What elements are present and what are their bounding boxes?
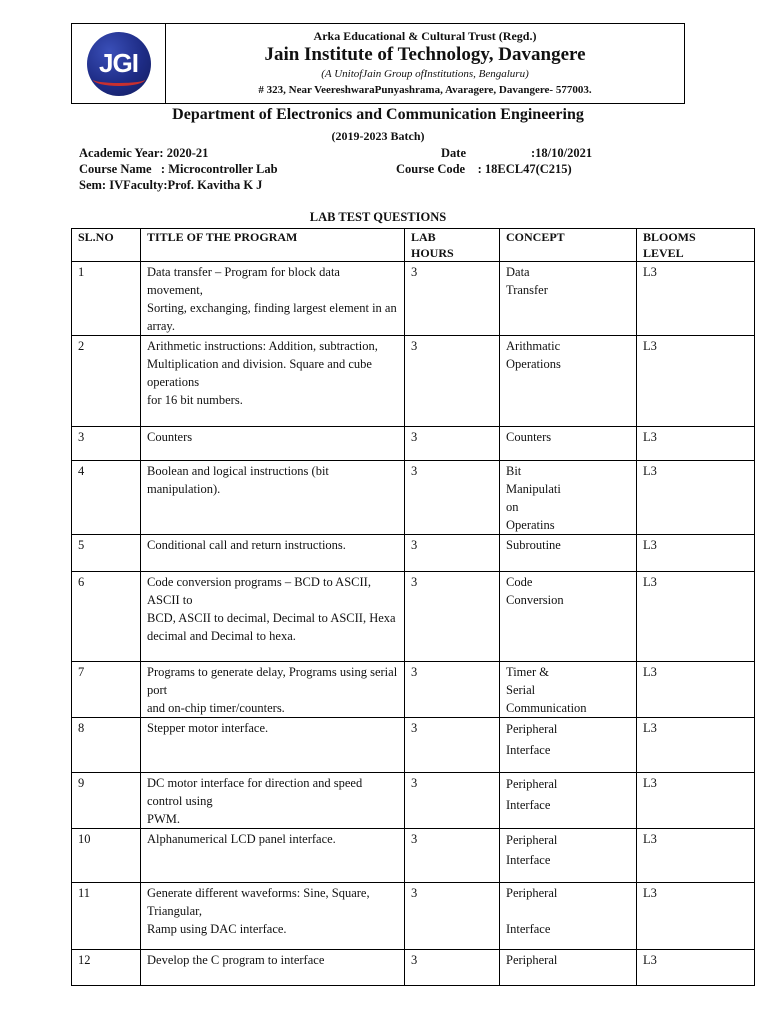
logo-text: JGI — [99, 48, 138, 78]
cell-level: L3 — [637, 950, 755, 986]
cell-concept: Peripheral Interface — [500, 829, 637, 883]
academic-year: Academic Year: 2020-21 — [79, 146, 209, 160]
cell-title: Arithmetic instructions: Addition, subtraction, Multiplication and division. Square and cube operations for 16 bit numbers. — [141, 336, 405, 427]
cell-title: Generate different waveforms: Sine, Square, Triangular, Ramp using DAC interface. — [141, 883, 405, 950]
cell-concept: Data Transfer — [500, 262, 637, 336]
sem-faculty: Sem: IVFaculty:Prof. Kavitha K J — [79, 178, 263, 192]
institute-header — [71, 23, 685, 104]
institute-unit: (A UnitofJain Group ofInstitutions, Bengaluru) — [321, 68, 529, 80]
table-row — [72, 572, 755, 662]
cell-hours: 3 — [405, 336, 500, 427]
cell-concept: Subroutine — [500, 535, 637, 572]
cell-sl: 4 — [72, 461, 141, 535]
course-name: Course Name : Microcontroller Lab — [79, 162, 278, 176]
cell-concept: Peripheral Interface — [500, 773, 637, 829]
cell-sl: 6 — [72, 572, 141, 662]
header-slno: SL.NO — [72, 229, 141, 262]
table-header-row — [72, 229, 755, 262]
cell-sl: 2 — [72, 336, 141, 427]
cell-hours: 3 — [405, 535, 500, 572]
cell-title: Programs to generate delay, Programs using serial port and on-chip timer/counters. — [141, 662, 405, 718]
institute-name: Jain Institute of Technology, Davangere — [264, 44, 586, 65]
table-row — [72, 662, 755, 718]
header-text — [166, 24, 684, 103]
cell-title: Alphanumerical LCD panel interface. — [141, 829, 405, 883]
cell-hours: 3 — [405, 883, 500, 950]
cell-sl: 10 — [72, 829, 141, 883]
cell-level: L3 — [637, 883, 755, 950]
logo-cell — [72, 24, 166, 103]
cell-title: DC motor interface for direction and speed control using PWM. — [141, 773, 405, 829]
cell-title: Conditional call and return instructions. — [141, 535, 405, 572]
cell-sl: 1 — [72, 262, 141, 336]
cell-hours: 3 — [405, 572, 500, 662]
cell-level: L3 — [637, 336, 755, 427]
table-row — [72, 773, 755, 829]
institute-address: # 323, Near VeereshwaraPunyashrama, Avaragere, Davangere- 577003. — [258, 84, 592, 96]
table-row — [72, 950, 755, 986]
cell-level: L3 — [637, 535, 755, 572]
header-lab-hours: LAB HOURS — [405, 229, 500, 262]
cell-concept: Peripheral Interface — [500, 883, 637, 950]
table-row — [72, 427, 755, 461]
trust-name: Arka Educational & Cultural Trust (Regd.) — [313, 29, 537, 43]
cell-sl: 12 — [72, 950, 141, 986]
cell-concept: Code Conversion — [500, 572, 637, 662]
table-row — [72, 336, 755, 427]
cell-title: Data transfer – Program for block data movement, Sorting, exchanging, finding largest element in an array. — [141, 262, 405, 336]
date-label: Date — [441, 146, 466, 160]
date-value: :18/10/2021 — [531, 146, 593, 160]
cell-hours: 3 — [405, 829, 500, 883]
cell-hours: 3 — [405, 461, 500, 535]
cell-concept: Peripheral — [500, 950, 637, 986]
cell-concept: Counters — [500, 427, 637, 461]
cell-level: L3 — [637, 262, 755, 336]
cell-title: Stepper motor interface. — [141, 718, 405, 773]
cell-hours: 3 — [405, 427, 500, 461]
cell-concept: Peripheral Interface — [500, 718, 637, 773]
cell-hours: 3 — [405, 262, 500, 336]
cell-title: Counters — [141, 427, 405, 461]
header-concept: CONCEPT — [500, 229, 637, 262]
lab-questions-table — [71, 228, 755, 986]
table-row — [72, 461, 755, 535]
cell-sl: 7 — [72, 662, 141, 718]
cell-level: L3 — [637, 461, 755, 535]
cell-level: L3 — [637, 718, 755, 773]
cell-concept: Arithmatic Operations — [500, 336, 637, 427]
cell-level: L3 — [637, 662, 755, 718]
table-row — [72, 262, 755, 336]
cell-sl: 9 — [72, 773, 141, 829]
cell-hours: 3 — [405, 718, 500, 773]
department-title: Department of Electronics and Communication Engineering — [172, 106, 584, 123]
table-row — [72, 883, 755, 950]
cell-sl: 5 — [72, 535, 141, 572]
table-row — [72, 535, 755, 572]
cell-concept: Bit Manipulati on Operatins — [500, 461, 637, 535]
cell-sl: 3 — [72, 427, 141, 461]
cell-level: L3 — [637, 572, 755, 662]
cell-hours: 3 — [405, 950, 500, 986]
header-blooms-level: BLOOMS LEVEL — [637, 229, 755, 262]
cell-sl: 11 — [72, 883, 141, 950]
header-title: TITLE OF THE PROGRAM — [141, 229, 405, 262]
lab-test-title: LAB TEST QUESTIONS — [309, 210, 447, 224]
cell-title: Develop the C program to interface — [141, 950, 405, 986]
cell-concept: Timer & Serial Communication — [500, 662, 637, 718]
table-row — [72, 829, 755, 883]
cell-level: L3 — [637, 427, 755, 461]
cell-hours: 3 — [405, 773, 500, 829]
cell-title: Boolean and logical instructions (bit manipulation). — [141, 461, 405, 535]
cell-level: L3 — [637, 829, 755, 883]
jgi-logo-icon — [87, 32, 151, 96]
cell-level: L3 — [637, 773, 755, 829]
course-code: Course Code : 18ECL47(C215) — [396, 162, 572, 176]
batch-label: (2019-2023 Batch) — [331, 129, 425, 143]
cell-sl: 8 — [72, 718, 141, 773]
table-row — [72, 718, 755, 773]
cell-hours: 3 — [405, 662, 500, 718]
cell-title: Code conversion programs – BCD to ASCII, ASCII to BCD, ASCII to decimal, Decimal to ASCII, Hexa decimal and Decimal to hexa. — [141, 572, 405, 662]
